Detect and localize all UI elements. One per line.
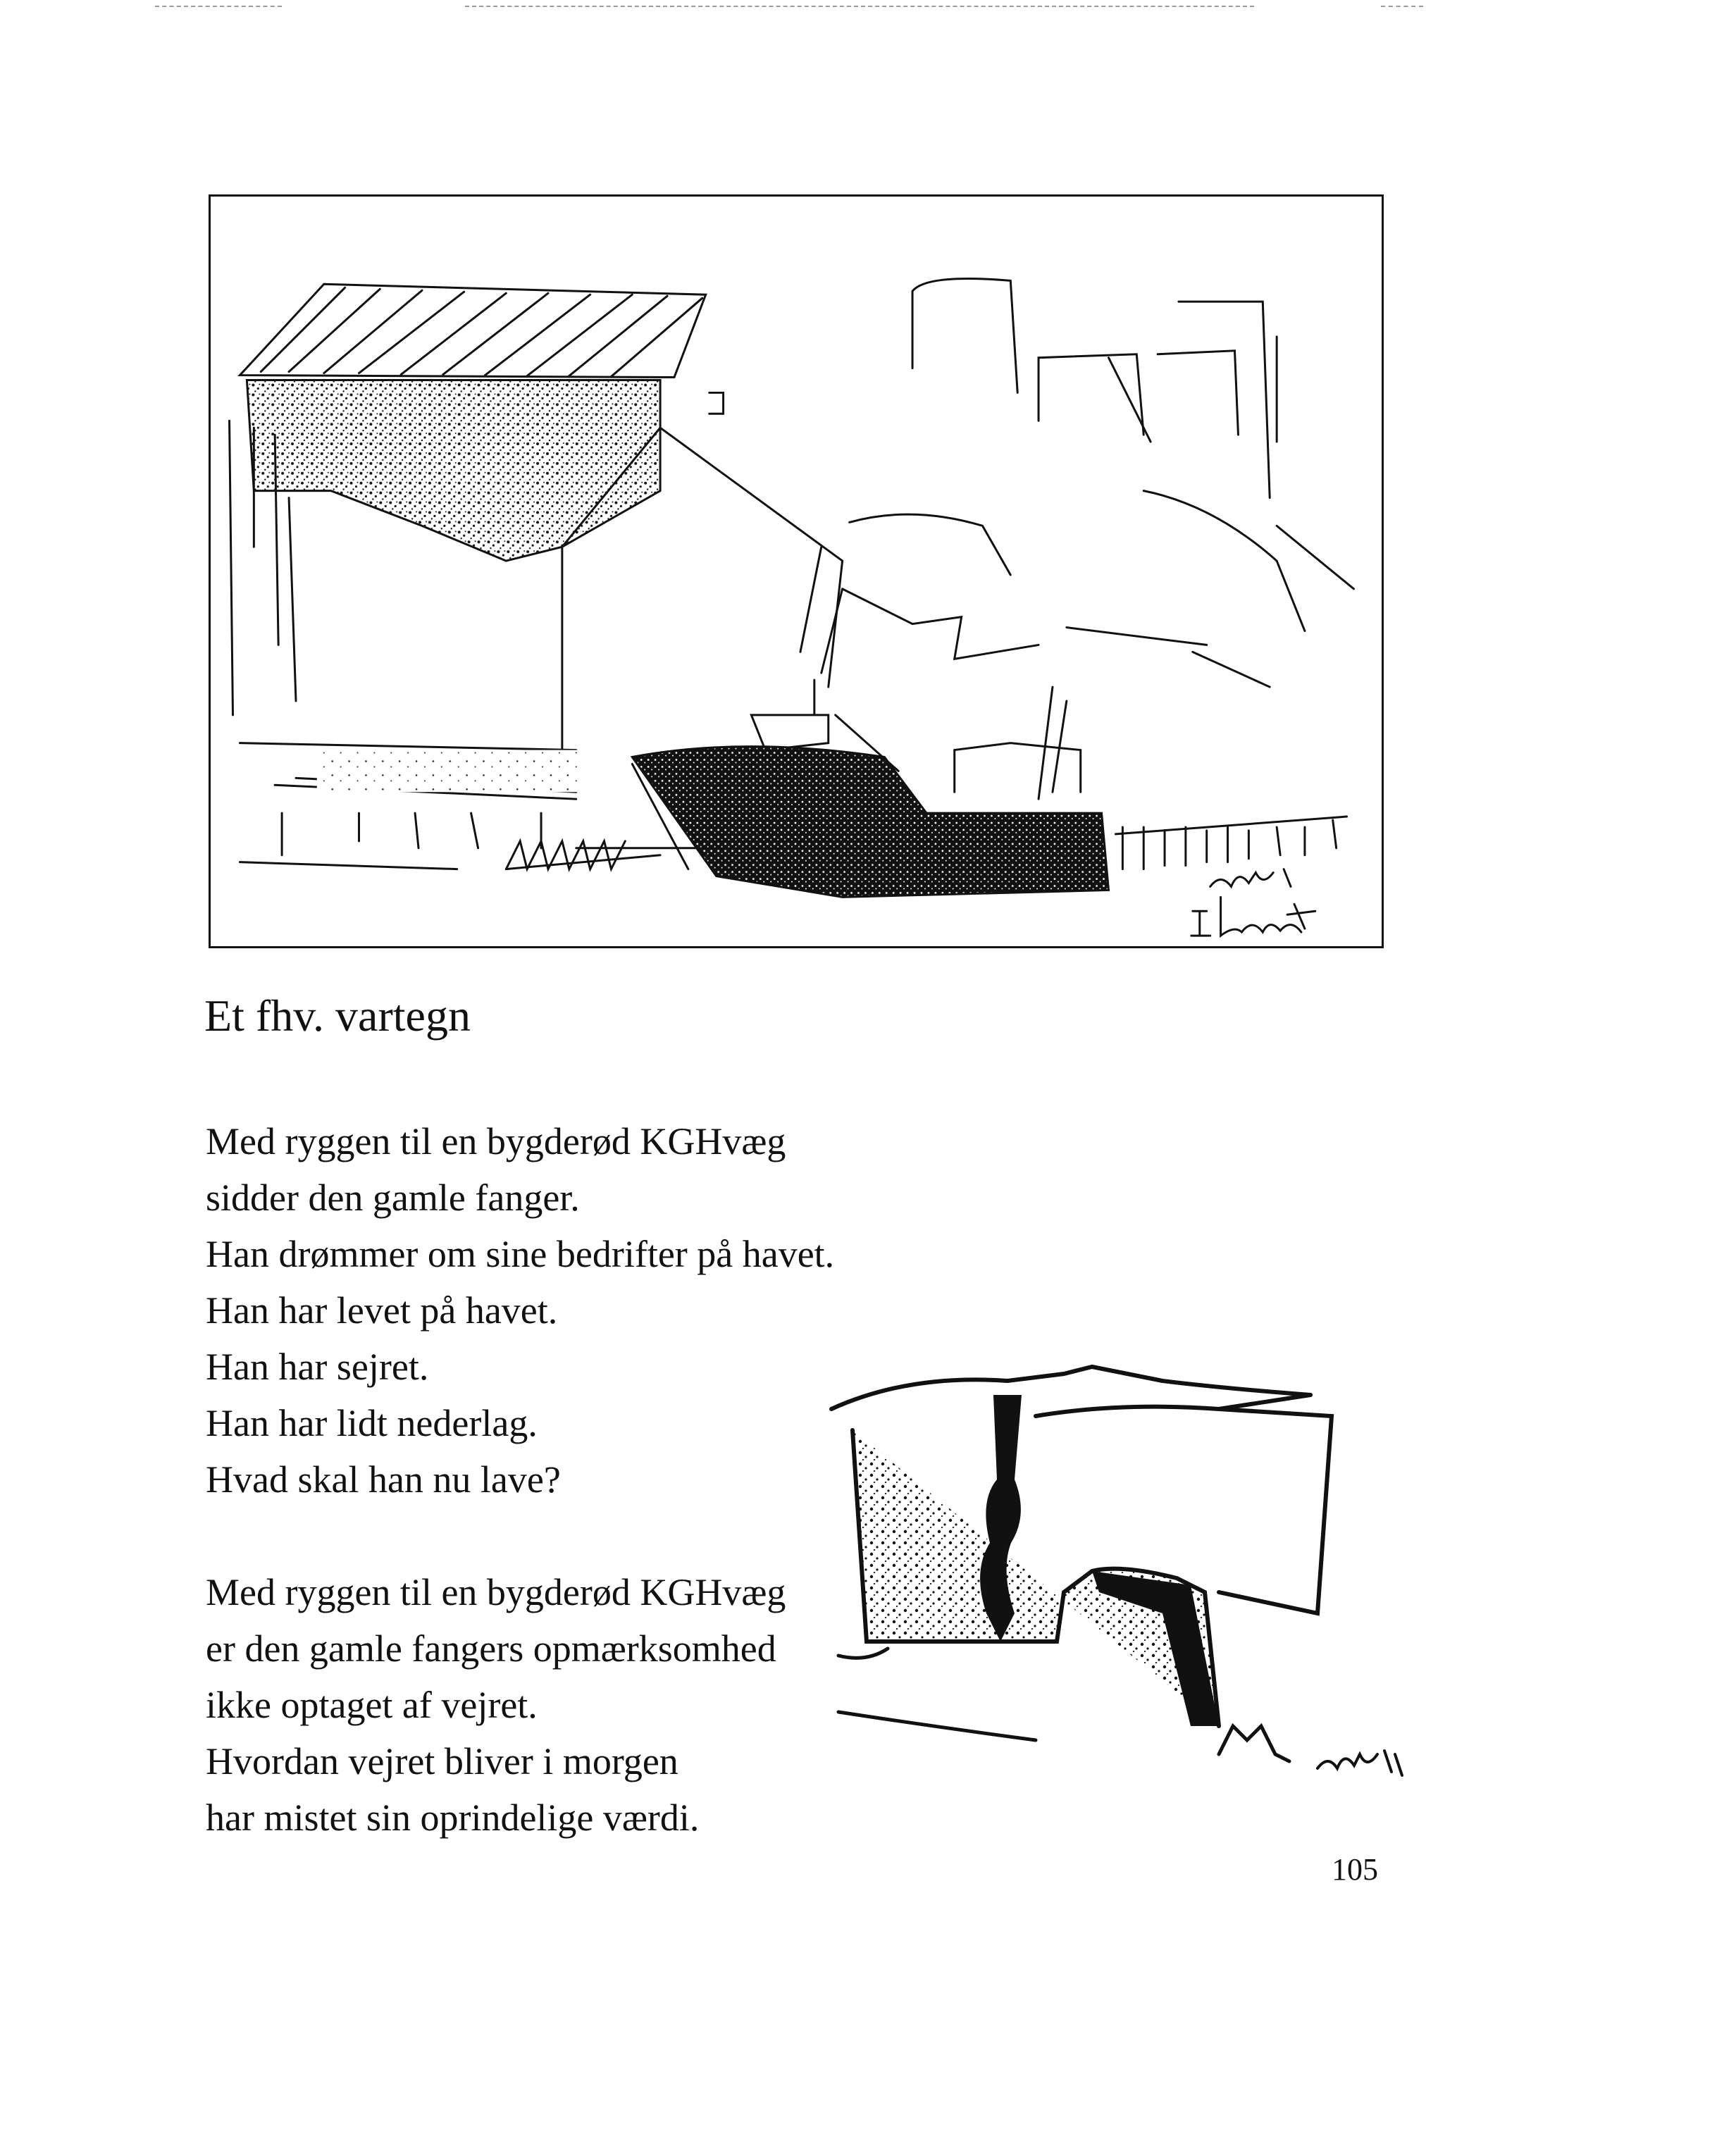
poem-line: Han har levet på havet. <box>206 1289 558 1332</box>
harbour-sketch-illustration <box>209 194 1384 948</box>
poem-line: sidder den gamle fanger. <box>206 1177 580 1219</box>
poem-line: Han har sejret. <box>206 1346 429 1388</box>
poem-line: ikke optaget af vejret. <box>206 1684 538 1726</box>
wall-sketch-drawing <box>824 1360 1416 1797</box>
poem-line: Hvad skal han nu lave? <box>206 1458 561 1501</box>
scan-artifact-center <box>465 6 1254 7</box>
poem-line: Med ryggen til en bygderød KGHvæg <box>206 1120 786 1162</box>
stanza-2 <box>206 1564 834 1846</box>
artist-signature-bottom <box>1318 1751 1402 1775</box>
poem-line: Med ryggen til en bygderød KGHvæg <box>206 1571 786 1613</box>
poem-line: Han drømmer om sine bedrifter på havet. <box>206 1233 835 1275</box>
poem-title: Et fhv. vartegn <box>204 991 471 1041</box>
poem-line: Hvordan vejret bliver i morgen <box>206 1740 678 1782</box>
page-number: 105 <box>1332 1852 1378 1887</box>
scan-artifact-left <box>155 6 282 7</box>
wall-sketch-illustration <box>824 1360 1416 1797</box>
harbour-sketch-drawing <box>211 197 1382 946</box>
artist-signature-top <box>1191 869 1315 936</box>
scan-artifact-right <box>1381 6 1423 7</box>
poem-line: er den gamle fangers opmærksomhed <box>206 1627 776 1670</box>
poem-line: har mistet sin oprindelige værdi. <box>206 1797 700 1839</box>
poem-body <box>206 1113 834 1846</box>
poem-line: Han har lidt nederlag. <box>206 1402 538 1444</box>
stanza-1 <box>206 1113 834 1508</box>
